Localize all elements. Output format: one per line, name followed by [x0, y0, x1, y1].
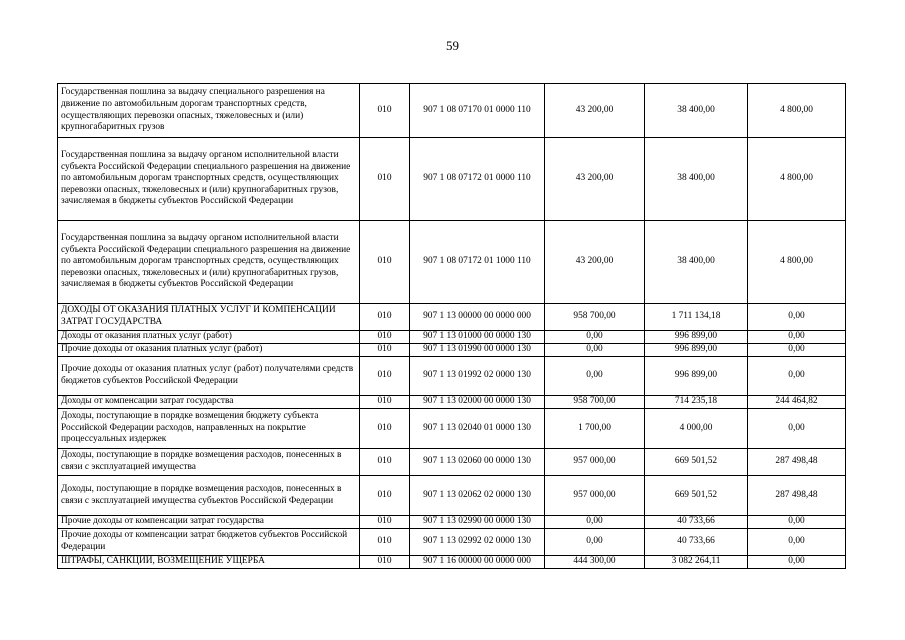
row-value-2: 38 400,00	[645, 84, 748, 138]
row-kbk: 907 1 13 02062 02 0000 130	[410, 476, 545, 516]
row-code: 010	[360, 344, 410, 357]
row-value-3: 0,00	[748, 304, 846, 331]
row-value-3: 4 800,00	[748, 84, 846, 138]
row-code: 010	[360, 449, 410, 476]
row-kbk: 907 1 13 02040 01 0000 130	[410, 409, 545, 449]
row-kbk: 907 1 13 02990 00 0000 130	[410, 516, 545, 529]
row-value-1: 957 000,00	[545, 476, 645, 516]
table-row	[58, 516, 846, 529]
row-value-3: 0,00	[748, 357, 846, 396]
row-code: 010	[360, 138, 410, 221]
row-name: Прочие доходы от компенсации затрат бюджетов субъектов Российской Федерации	[58, 529, 360, 556]
row-kbk: 907 1 13 00000 00 0000 000	[410, 304, 545, 331]
row-name: Доходы, поступающие в порядке возмещения расходов, понесенных в связи с эксплуатацией имущества субъектов Российской Федерации	[58, 476, 360, 516]
row-value-2: 996 899,00	[645, 331, 748, 344]
row-code: 010	[360, 331, 410, 344]
row-code: 010	[360, 396, 410, 409]
row-value-3: 0,00	[748, 529, 846, 556]
row-value-1: 0,00	[545, 344, 645, 357]
table-row	[58, 304, 846, 331]
row-value-2: 669 501,52	[645, 449, 748, 476]
row-value-1: 958 700,00	[545, 304, 645, 331]
row-value-1: 0,00	[545, 516, 645, 529]
row-value-1: 43 200,00	[545, 138, 645, 221]
row-value-3: 0,00	[748, 344, 846, 357]
row-value-1: 1 700,00	[545, 409, 645, 449]
table-row	[58, 344, 846, 357]
row-value-3: 0,00	[748, 556, 846, 569]
row-code: 010	[360, 556, 410, 569]
row-kbk: 907 1 13 01992 02 0000 130	[410, 357, 545, 396]
row-kbk: 907 1 16 00000 00 0000 000	[410, 556, 545, 569]
row-value-1: 43 200,00	[545, 84, 645, 138]
row-value-3: 287 498,48	[748, 476, 846, 516]
row-value-1: 0,00	[545, 357, 645, 396]
table-row	[58, 449, 846, 476]
table-row	[58, 409, 846, 449]
row-name: ДОХОДЫ ОТ ОКАЗАНИЯ ПЛАТНЫХ УСЛУГ И КОМПЕНСАЦИИ ЗАТРАТ ГОСУДАРСТВА	[58, 304, 360, 331]
row-value-1: 43 200,00	[545, 221, 645, 304]
row-code: 010	[360, 409, 410, 449]
row-code: 010	[360, 357, 410, 396]
table-row	[58, 138, 846, 221]
page-number: 59	[446, 38, 459, 53]
table-row	[58, 331, 846, 344]
table-row	[58, 357, 846, 396]
row-name: Прочие доходы от оказания платных услуг (работ)	[58, 344, 360, 357]
row-code: 010	[360, 84, 410, 138]
row-value-1: 0,00	[545, 529, 645, 556]
row-name: Доходы, поступающие в порядке возмещения бюджету субъекта Российской Федерации расходов, направленных на покрытие процессуальных издержек	[58, 409, 360, 449]
row-value-1: 957 000,00	[545, 449, 645, 476]
row-kbk: 907 1 08 07172 01 1000 110	[410, 221, 545, 304]
row-kbk: 907 1 13 02060 00 0000 130	[410, 449, 545, 476]
row-code: 010	[360, 476, 410, 516]
table-row	[58, 396, 846, 409]
row-value-3: 0,00	[748, 516, 846, 529]
row-code: 010	[360, 304, 410, 331]
row-value-1: 444 300,00	[545, 556, 645, 569]
row-name: Прочие доходы от компенсации затрат государства	[58, 516, 360, 529]
row-code: 010	[360, 529, 410, 556]
row-name: ШТРАФЫ, САНКЦИИ, ВОЗМЕЩЕНИЕ УЩЕРБА	[58, 556, 360, 569]
row-code: 010	[360, 221, 410, 304]
row-value-2: 4 000,00	[645, 409, 748, 449]
row-value-2: 40 733,66	[645, 516, 748, 529]
row-kbk: 907 1 13 02992 02 0000 130	[410, 529, 545, 556]
row-value-2: 40 733,66	[645, 529, 748, 556]
row-value-2: 996 899,00	[645, 344, 748, 357]
row-kbk: 907 1 13 01000 00 0000 130	[410, 331, 545, 344]
table-row	[58, 529, 846, 556]
row-value-2: 38 400,00	[645, 138, 748, 221]
row-value-3: 4 800,00	[748, 138, 846, 221]
row-value-2: 669 501,52	[645, 476, 748, 516]
row-value-2: 38 400,00	[645, 221, 748, 304]
table-row	[58, 221, 846, 304]
row-kbk: 907 1 08 07170 01 0000 110	[410, 84, 545, 138]
row-name: Доходы, поступающие в порядке возмещения расходов, понесенных в связи с эксплуатацией имущества	[58, 449, 360, 476]
row-value-3: 244 464,82	[748, 396, 846, 409]
table-row	[58, 476, 846, 516]
row-name: Доходы от оказания платных услуг (работ)	[58, 331, 360, 344]
row-value-2: 3 082 264,11	[645, 556, 748, 569]
row-value-3: 0,00	[748, 331, 846, 344]
row-name: Прочие доходы от оказания платных услуг (работ) получателями средств бюджетов субъектов Российской Федерации	[58, 357, 360, 396]
row-value-1: 0,00	[545, 331, 645, 344]
table-row	[58, 84, 846, 138]
row-value-2: 714 235,18	[645, 396, 748, 409]
row-value-1: 958 700,00	[545, 396, 645, 409]
row-kbk: 907 1 13 02000 00 0000 130	[410, 396, 545, 409]
row-kbk: 907 1 08 07172 01 0000 110	[410, 138, 545, 221]
row-value-3: 0,00	[748, 409, 846, 449]
row-value-2: 1 711 134,18	[645, 304, 748, 331]
row-value-3: 287 498,48	[748, 449, 846, 476]
row-code: 010	[360, 516, 410, 529]
row-name: Государственная пошлина за выдачу органом исполнительной власти субъекта Российской Федерации специального разрешения на движение по автомобильным дорогам транспортных средств, осуществляющих перевозки опасных, тяжеловесных и (или) крупногабаритных грузов, зачисляемая в бюджеты субъектов Российской Федерации	[58, 221, 360, 304]
row-name: Государственная пошлина за выдачу специального разрешения на движение по автомобильным дорогам транспортных средств, осуществляющих перевозки опасных, тяжеловесных и (или) крупногабаритных грузов	[58, 84, 360, 138]
table-row	[58, 556, 846, 569]
row-value-2: 996 899,00	[645, 357, 748, 396]
row-name: Государственная пошлина за выдачу органом исполнительной власти субъекта Российской Федерации специального разрешения на движение по автомобильным дорогам транспортных средств, осуществляющих перевозки опасных, тяжеловесных и (или) крупногабаритных грузов, зачисляемая в бюджеты субъектов Российской Федерации	[58, 138, 360, 221]
row-name: Доходы от компенсации затрат государства	[58, 396, 360, 409]
row-kbk: 907 1 13 01990 00 0000 130	[410, 344, 545, 357]
row-value-3: 4 800,00	[748, 221, 846, 304]
revenue-table	[57, 83, 846, 569]
